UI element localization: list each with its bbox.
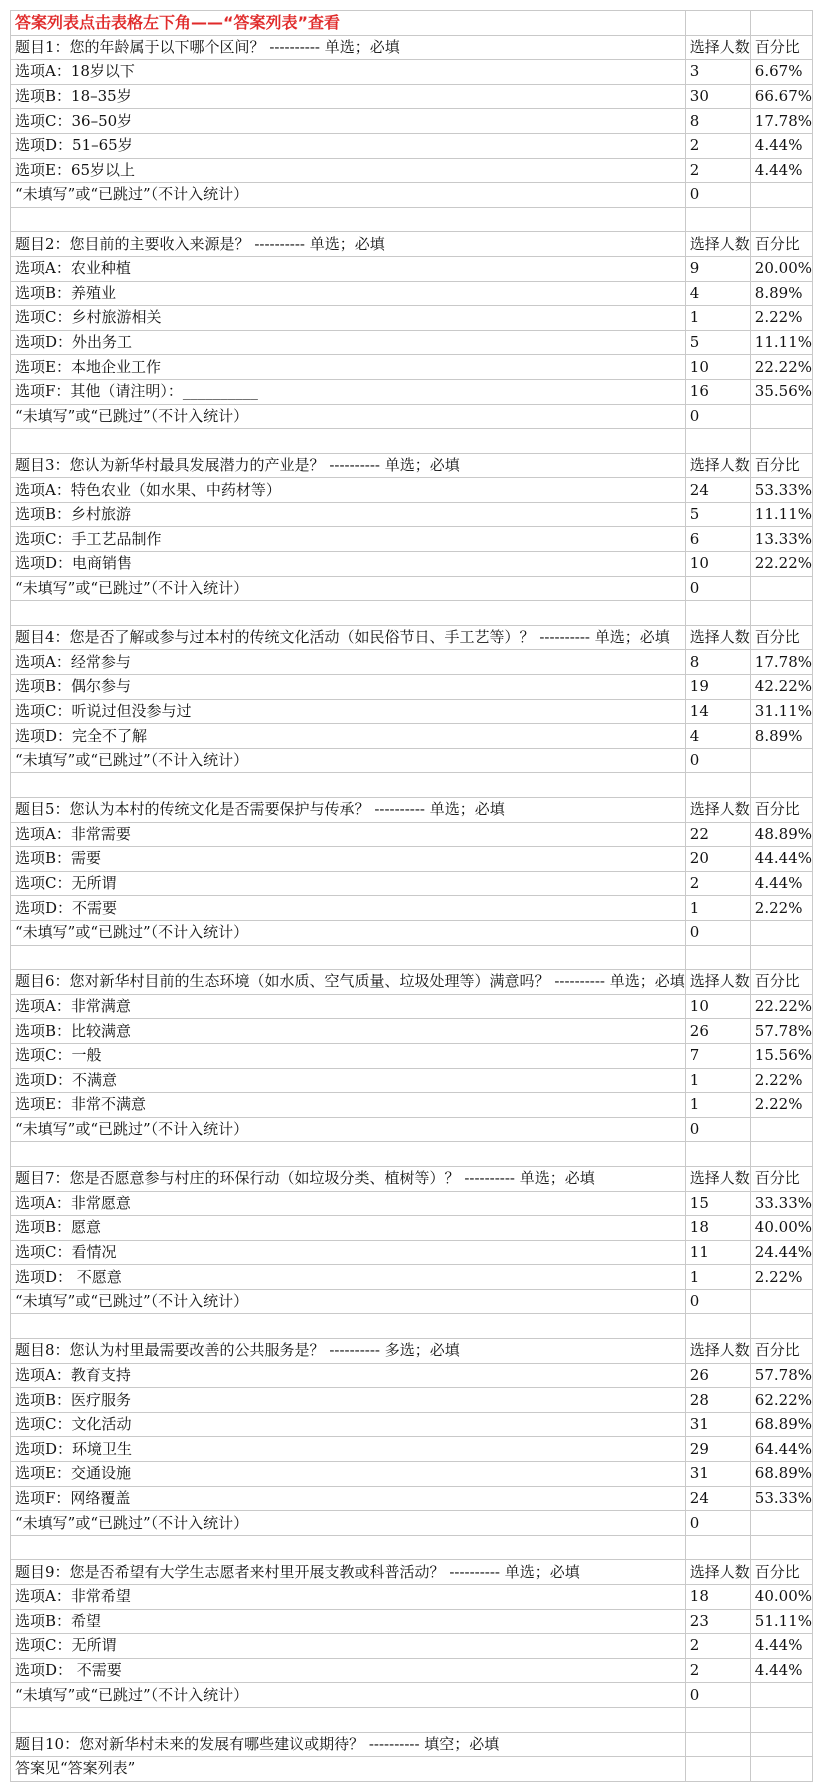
option-label: 选项D：外出务工 (11, 330, 686, 355)
skipped-count: 0 (685, 404, 750, 429)
empty-cell (685, 1314, 750, 1339)
option-row (11, 1191, 813, 1216)
question-title: 题目5：您认为本村的传统文化是否需要保护与传承？ ---------- 单选；必填 (11, 798, 686, 823)
spacer-row (11, 1707, 813, 1732)
skipped-count: 0 (685, 183, 750, 208)
option-row (11, 1412, 813, 1437)
spacer-row (11, 945, 813, 970)
option-row (11, 84, 813, 109)
empty-cell (685, 429, 750, 454)
option-row (11, 552, 813, 577)
option-count: 31 (685, 1462, 750, 1487)
option-percent: 40.00% (750, 1585, 812, 1610)
empty-cell (685, 207, 750, 232)
option-percent: 17.78% (750, 109, 812, 134)
option-label: 选项D：51–65岁 (11, 133, 686, 158)
empty-cell (750, 1683, 812, 1708)
option-row (11, 1609, 813, 1634)
option-percent: 22.22% (750, 355, 812, 380)
option-count: 2 (685, 871, 750, 896)
option-row (11, 60, 813, 85)
empty-cell (750, 601, 812, 626)
skipped-label: “未填写”或“已跳过”（不计入统计） (11, 576, 686, 601)
option-row (11, 379, 813, 404)
option-row (11, 1658, 813, 1683)
option-row (11, 1462, 813, 1487)
option-row (11, 1043, 813, 1068)
option-percent: 40.00% (750, 1216, 812, 1241)
skipped-row (11, 1289, 813, 1314)
question-header-row (11, 1732, 813, 1757)
option-row (11, 1437, 813, 1462)
option-label: 选项A：非常需要 (11, 822, 686, 847)
empty-cell (750, 945, 812, 970)
option-percent: 57.78% (750, 1363, 812, 1388)
skipped-label: “未填写”或“已跳过”（不计入统计） (11, 1511, 686, 1536)
empty-cell (750, 1142, 812, 1167)
option-percent: 11.11% (750, 502, 812, 527)
option-row (11, 847, 813, 872)
option-percent: 4.44% (750, 1658, 812, 1683)
question-header-row (11, 1166, 813, 1191)
spacer-row (11, 429, 813, 454)
empty-cell (685, 601, 750, 626)
percent-column-header: 百分比 (750, 232, 812, 257)
option-row (11, 1585, 813, 1610)
option-percent: 51.11% (750, 1609, 812, 1634)
option-count: 8 (685, 650, 750, 675)
question-title: 题目7：您是否愿意参与村庄的环保行动（如垃圾分类、植树等）？ ---------- 单选；必填 (11, 1166, 686, 1191)
option-label: 选项A：非常满意 (11, 994, 686, 1019)
percent-column-header: 百分比 (750, 970, 812, 995)
option-label: 选项C：36–50岁 (11, 109, 686, 134)
option-percent: 22.22% (750, 994, 812, 1019)
count-column-header: 选择人数 (685, 798, 750, 823)
percent-column-header: 百分比 (750, 1339, 812, 1364)
option-label: 选项F：其他（请注明）：__________ (11, 379, 686, 404)
option-label: 选项E：本地企业工作 (11, 355, 686, 380)
option-count: 2 (685, 158, 750, 183)
question-title: 题目2：您目前的主要收入来源是？ ---------- 单选；必填 (11, 232, 686, 257)
percent-column-header: 百分比 (750, 798, 812, 823)
option-count: 5 (685, 330, 750, 355)
question-title: 题目9：您是否希望有大学生志愿者来村里开展支教或科普活动？ ---------- 单选；必填 (11, 1560, 686, 1585)
option-count: 1 (685, 1068, 750, 1093)
option-row (11, 1019, 813, 1044)
option-label: 选项A：非常愿意 (11, 1191, 686, 1216)
option-label: 选项D：不需要 (11, 896, 686, 921)
option-count: 14 (685, 699, 750, 724)
question-header-row (11, 970, 813, 995)
question-title: 题目6：您对新华村目前的生态环境（如水质、空气质量、垃圾处理等）满意吗？ ---------- 单选；必填 (11, 970, 686, 995)
empty-cell (11, 207, 686, 232)
skipped-row (11, 1117, 813, 1142)
option-percent: 57.78% (750, 1019, 812, 1044)
option-count: 26 (685, 1363, 750, 1388)
option-row (11, 1093, 813, 1118)
skipped-count: 0 (685, 576, 750, 601)
option-label: 选项D：环境卫生 (11, 1437, 686, 1462)
option-percent: 6.67% (750, 60, 812, 85)
option-row (11, 699, 813, 724)
empty-cell (11, 1142, 686, 1167)
empty-cell (685, 773, 750, 798)
option-row (11, 1240, 813, 1265)
sheet-title: 答案列表点击表格左下角——“答案列表”查看 (11, 11, 686, 36)
count-column-header: 选择人数 (685, 1339, 750, 1364)
option-count: 24 (685, 1486, 750, 1511)
option-percent: 66.67% (750, 84, 812, 109)
option-label: 选项B：希望 (11, 1609, 686, 1634)
option-label: 选项A：经常参与 (11, 650, 686, 675)
option-row (11, 355, 813, 380)
skipped-label: “未填写”或“已跳过”（不计入统计） (11, 1117, 686, 1142)
skipped-row (11, 920, 813, 945)
option-percent: 17.78% (750, 650, 812, 675)
option-row (11, 1388, 813, 1413)
option-label: 选项C：听说过但没参与过 (11, 699, 686, 724)
option-label: 选项E：65岁以上 (11, 158, 686, 183)
option-count: 10 (685, 355, 750, 380)
question-header-row (11, 35, 813, 60)
percent-column-header: 百分比 (750, 1560, 812, 1585)
empty-cell (750, 1757, 812, 1782)
skipped-label: “未填写”或“已跳过”（不计入统计） (11, 748, 686, 773)
option-label: 选项B：乡村旅游 (11, 502, 686, 527)
option-percent: 33.33% (750, 1191, 812, 1216)
option-row (11, 675, 813, 700)
option-percent: 2.22% (750, 1068, 812, 1093)
question-header-row (11, 232, 813, 257)
option-percent: 68.89% (750, 1462, 812, 1487)
option-row (11, 109, 813, 134)
option-row (11, 281, 813, 306)
empty-cell (750, 773, 812, 798)
option-count: 11 (685, 1240, 750, 1265)
empty-cell (750, 207, 812, 232)
skipped-count: 0 (685, 920, 750, 945)
option-percent: 20.00% (750, 256, 812, 281)
empty-cell (750, 183, 812, 208)
skipped-count: 0 (685, 1511, 750, 1536)
spacer-row (11, 1142, 813, 1167)
option-label: 选项C：看情况 (11, 1240, 686, 1265)
option-count: 6 (685, 527, 750, 552)
skipped-count: 0 (685, 748, 750, 773)
percent-column-header: 百分比 (750, 625, 812, 650)
percent-column-header: 百分比 (750, 35, 812, 60)
option-label: 选项A：18岁以下 (11, 60, 686, 85)
option-count: 8 (685, 109, 750, 134)
option-label: 选项D： 不需要 (11, 1658, 686, 1683)
question-title: 题目3：您认为新华村最具发展潜力的产业是？ ---------- 单选；必填 (11, 453, 686, 478)
option-percent: 64.44% (750, 1437, 812, 1462)
empty-cell (685, 1757, 750, 1782)
option-percent: 24.44% (750, 1240, 812, 1265)
option-count: 1 (685, 1093, 750, 1118)
option-count: 4 (685, 724, 750, 749)
option-row (11, 1363, 813, 1388)
option-row (11, 1634, 813, 1659)
empty-cell (11, 1314, 686, 1339)
option-count: 30 (685, 84, 750, 109)
empty-cell (750, 429, 812, 454)
question-header-row (11, 453, 813, 478)
option-label: 选项A：非常希望 (11, 1585, 686, 1610)
empty-cell (685, 945, 750, 970)
skipped-row (11, 576, 813, 601)
option-row (11, 527, 813, 552)
question-title: 题目8：您认为村里最需要改善的公共服务是？ ---------- 多选；必填 (11, 1339, 686, 1364)
count-column-header: 选择人数 (685, 970, 750, 995)
option-row (11, 1265, 813, 1290)
count-column-header: 选择人数 (685, 625, 750, 650)
spacer-row (11, 1314, 813, 1339)
option-row (11, 133, 813, 158)
option-label: 选项F：网络覆盖 (11, 1486, 686, 1511)
empty-cell (685, 1535, 750, 1560)
answer-note-row (11, 1757, 813, 1782)
option-count: 19 (685, 675, 750, 700)
spacer-row (11, 207, 813, 232)
option-row (11, 158, 813, 183)
header-row (11, 11, 813, 36)
spacer-row (11, 773, 813, 798)
option-label: 选项A：特色农业（如水果、中药材等） (11, 478, 686, 503)
option-percent: 4.44% (750, 158, 812, 183)
option-count: 24 (685, 478, 750, 503)
option-count: 18 (685, 1216, 750, 1241)
option-percent: 53.33% (750, 478, 812, 503)
empty-cell (11, 1707, 686, 1732)
option-percent: 68.89% (750, 1412, 812, 1437)
option-count: 22 (685, 822, 750, 847)
option-label: 选项B：18–35岁 (11, 84, 686, 109)
empty-cell (685, 1732, 750, 1757)
count-column-header: 选择人数 (685, 232, 750, 257)
option-label: 选项B：需要 (11, 847, 686, 872)
question-header-row (11, 798, 813, 823)
option-label: 选项D： 不愿意 (11, 1265, 686, 1290)
empty-cell (750, 1707, 812, 1732)
question-title: 题目4：您是否了解或参与过本村的传统文化活动（如民俗节日、手工艺等）？ ---------- 单选；必填 (11, 625, 686, 650)
option-count: 1 (685, 896, 750, 921)
option-count: 10 (685, 552, 750, 577)
option-label: 选项D：电商销售 (11, 552, 686, 577)
option-label: 选项E：交通设施 (11, 1462, 686, 1487)
option-row (11, 1068, 813, 1093)
table-body (11, 11, 813, 1782)
empty-cell (750, 1511, 812, 1536)
skipped-count: 0 (685, 1289, 750, 1314)
answer-statistics-table (10, 10, 813, 1782)
option-count: 1 (685, 1265, 750, 1290)
empty-cell (11, 945, 686, 970)
empty-cell (11, 601, 686, 626)
option-percent: 2.22% (750, 1093, 812, 1118)
option-count: 2 (685, 133, 750, 158)
option-percent: 62.22% (750, 1388, 812, 1413)
spacer-row (11, 1535, 813, 1560)
option-percent: 4.44% (750, 1634, 812, 1659)
skipped-label: “未填写”或“已跳过”（不计入统计） (11, 183, 686, 208)
option-label: 选项C：一般 (11, 1043, 686, 1068)
option-row (11, 724, 813, 749)
option-percent: 2.22% (750, 896, 812, 921)
skipped-label: “未填写”或“已跳过”（不计入统计） (11, 404, 686, 429)
skipped-row (11, 404, 813, 429)
empty-cell (685, 11, 750, 36)
option-count: 1 (685, 306, 750, 331)
empty-cell (750, 1289, 812, 1314)
skipped-row (11, 1683, 813, 1708)
option-percent: 48.89% (750, 822, 812, 847)
option-label: 选项B：比较满意 (11, 1019, 686, 1044)
option-row (11, 650, 813, 675)
option-percent: 2.22% (750, 1265, 812, 1290)
option-percent: 8.89% (750, 281, 812, 306)
option-percent: 4.44% (750, 133, 812, 158)
empty-cell (750, 1117, 812, 1142)
option-count: 20 (685, 847, 750, 872)
option-label: 选项C：乡村旅游相关 (11, 306, 686, 331)
count-column-header: 选择人数 (685, 453, 750, 478)
option-percent: 44.44% (750, 847, 812, 872)
option-percent: 13.33% (750, 527, 812, 552)
option-count: 9 (685, 256, 750, 281)
option-row (11, 871, 813, 896)
empty-cell (750, 1535, 812, 1560)
option-label: 选项D：完全不了解 (11, 724, 686, 749)
option-count: 16 (685, 379, 750, 404)
empty-cell (11, 429, 686, 454)
empty-cell (750, 748, 812, 773)
option-count: 23 (685, 1609, 750, 1634)
answer-note: 答案见“答案列表” (11, 1757, 686, 1782)
percent-column-header: 百分比 (750, 453, 812, 478)
empty-cell (750, 404, 812, 429)
empty-cell (750, 1314, 812, 1339)
empty-cell (750, 11, 812, 36)
option-row (11, 330, 813, 355)
option-count: 7 (685, 1043, 750, 1068)
question-title: 题目1：您的年龄属于以下哪个区间？ ---------- 单选；必填 (11, 35, 686, 60)
empty-cell (685, 1142, 750, 1167)
empty-cell (11, 1535, 686, 1560)
option-label: 选项C：文化活动 (11, 1412, 686, 1437)
empty-cell (750, 1732, 812, 1757)
option-row (11, 994, 813, 1019)
option-label: 选项B：愿意 (11, 1216, 686, 1241)
option-row (11, 478, 813, 503)
skipped-row (11, 183, 813, 208)
option-count: 29 (685, 1437, 750, 1462)
question-header-row (11, 1339, 813, 1364)
option-label: 选项D：不满意 (11, 1068, 686, 1093)
option-label: 选项B：养殖业 (11, 281, 686, 306)
option-percent: 22.22% (750, 552, 812, 577)
count-column-header: 选择人数 (685, 1166, 750, 1191)
option-count: 5 (685, 502, 750, 527)
option-label: 选项A：农业种植 (11, 256, 686, 281)
question-header-row (11, 625, 813, 650)
option-row (11, 256, 813, 281)
skipped-label: “未填写”或“已跳过”（不计入统计） (11, 1683, 686, 1708)
option-row (11, 502, 813, 527)
option-count: 2 (685, 1634, 750, 1659)
count-column-header: 选择人数 (685, 1560, 750, 1585)
option-label: 选项B：偶尔参与 (11, 675, 686, 700)
option-label: 选项C：无所谓 (11, 871, 686, 896)
option-count: 10 (685, 994, 750, 1019)
empty-cell (750, 576, 812, 601)
question-header-row (11, 1560, 813, 1585)
empty-cell (750, 920, 812, 945)
option-percent: 35.56% (750, 379, 812, 404)
option-row (11, 1486, 813, 1511)
skipped-label: “未填写”或“已跳过”（不计入统计） (11, 920, 686, 945)
option-row (11, 1216, 813, 1241)
option-label: 选项A：教育支持 (11, 1363, 686, 1388)
option-row (11, 306, 813, 331)
option-percent: 15.56% (750, 1043, 812, 1068)
option-percent: 8.89% (750, 724, 812, 749)
empty-cell (685, 1707, 750, 1732)
option-count: 15 (685, 1191, 750, 1216)
option-percent: 31.11% (750, 699, 812, 724)
option-percent: 11.11% (750, 330, 812, 355)
option-label: 选项C：手工艺品制作 (11, 527, 686, 552)
skipped-count: 0 (685, 1683, 750, 1708)
option-row (11, 822, 813, 847)
skipped-label: “未填写”或“已跳过”（不计入统计） (11, 1289, 686, 1314)
option-label: 选项C：无所谓 (11, 1634, 686, 1659)
option-count: 26 (685, 1019, 750, 1044)
option-percent: 42.22% (750, 675, 812, 700)
option-count: 4 (685, 281, 750, 306)
option-count: 2 (685, 1658, 750, 1683)
empty-cell (11, 773, 686, 798)
question-title: 题目10：您对新华村未来的发展有哪些建议或期待？ ---------- 填空；必填 (11, 1732, 686, 1757)
option-percent: 4.44% (750, 871, 812, 896)
option-count: 3 (685, 60, 750, 85)
skipped-row (11, 748, 813, 773)
skipped-count: 0 (685, 1117, 750, 1142)
option-label: 选项E：非常不满意 (11, 1093, 686, 1118)
option-percent: 2.22% (750, 306, 812, 331)
option-row (11, 896, 813, 921)
spacer-row (11, 601, 813, 626)
option-count: 31 (685, 1412, 750, 1437)
option-count: 28 (685, 1388, 750, 1413)
option-count: 18 (685, 1585, 750, 1610)
skipped-row (11, 1511, 813, 1536)
option-label: 选项B：医疗服务 (11, 1388, 686, 1413)
option-percent: 53.33% (750, 1486, 812, 1511)
count-column-header: 选择人数 (685, 35, 750, 60)
percent-column-header: 百分比 (750, 1166, 812, 1191)
